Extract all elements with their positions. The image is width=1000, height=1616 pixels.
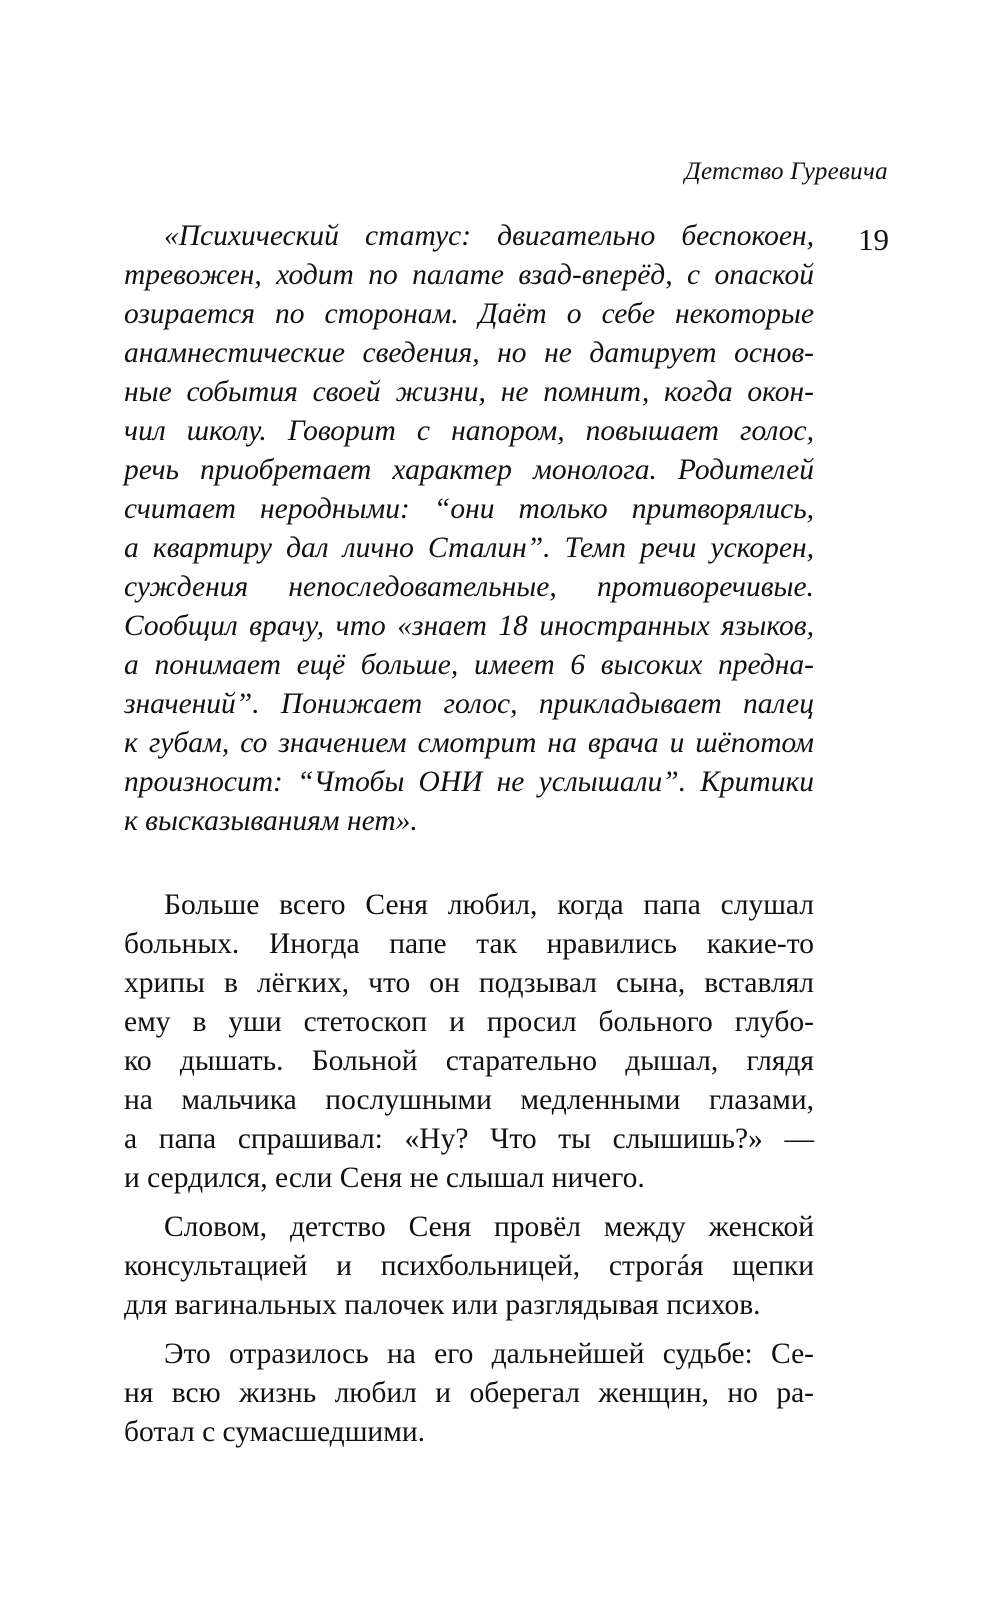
paragraph xyxy=(124,1208,814,1325)
text-line: считает неродными: “они только притворялись, xyxy=(124,493,814,525)
running-header-title: Детство Гуревича xyxy=(684,158,888,185)
page-number: 19 xyxy=(858,222,889,257)
text-line: а понимает ещё больше, имеет 6 высоких предна- xyxy=(124,649,814,681)
text-line: ня всю жизнь любил и оберегал женщин, но ра- xyxy=(124,1377,814,1409)
text-line: «Психический статус: двигательно беспокоен, xyxy=(164,220,814,252)
text-line: речь приобретает характер монолога. Родителей xyxy=(124,454,814,486)
paragraph xyxy=(124,886,814,1198)
paragraph xyxy=(124,1335,814,1452)
text-line: ные события своей жизни, не помнит, когда окон- xyxy=(124,376,814,408)
text-line: консультацией и психбольницей, строгáя щепки xyxy=(124,1250,814,1282)
text-line: хрипы в лёгких, что он подзывал сына, вставлял xyxy=(124,967,814,999)
text-line: Сообщил врачу, что «знает 18 иностранных языков, xyxy=(124,610,814,642)
text-line: произносит: “Чтобы ОНИ не услышали”. Критики xyxy=(124,766,814,798)
text-line: Больше всего Сеня любил, когда папа слушал xyxy=(164,889,814,921)
text-line: озирается по сторонам. Даёт о себе некоторые xyxy=(124,298,814,330)
text-line: а квартиру дал лично Сталин”. Темп речи ускорен, xyxy=(124,532,814,564)
text-line: к высказываниям нет». xyxy=(124,805,418,837)
text-line: тревожен, ходит по палате взад-вперёд, с опаской xyxy=(124,259,814,291)
text-line: к губам, со значением смотрит на врача и шёпотом xyxy=(124,727,814,759)
text-line: значений”. Понижает голос, прикладывает палец xyxy=(124,688,814,720)
text-line: Это отразилось на его дальнейшей судьбе: Се- xyxy=(164,1338,814,1370)
text-line: ему в уши стетоскоп и просил больного глубо- xyxy=(124,1006,814,1038)
text-line: суждения непоследовательные, противоречивые. xyxy=(124,571,814,603)
quoted-medical-record xyxy=(124,217,814,841)
text-line: на мальчика послушными медленными глазами, xyxy=(124,1084,814,1116)
text-line: ботал с сумасшедшими. xyxy=(124,1416,426,1448)
text-line: чил школу. Говорит с напором, повышает голос, xyxy=(124,415,814,447)
text-line: Словом, детство Сеня провёл между женской xyxy=(164,1211,814,1243)
text-line: больных. Иногда папе так нравились какие-то xyxy=(124,928,814,960)
text-line: и сердился, если Сеня не слышал ничего. xyxy=(124,1162,645,1194)
body-text xyxy=(124,886,814,1462)
text-line: для вагинальных палочек или разглядывая психов. xyxy=(124,1289,761,1321)
text-line: анамнестические сведения, но не датирует основ- xyxy=(124,337,814,369)
text-line: а папа спрашивал: «Ну? Что ты слышишь?» — xyxy=(124,1123,814,1155)
text-line: ко дышать. Больной старательно дышал, глядя xyxy=(124,1045,814,1077)
